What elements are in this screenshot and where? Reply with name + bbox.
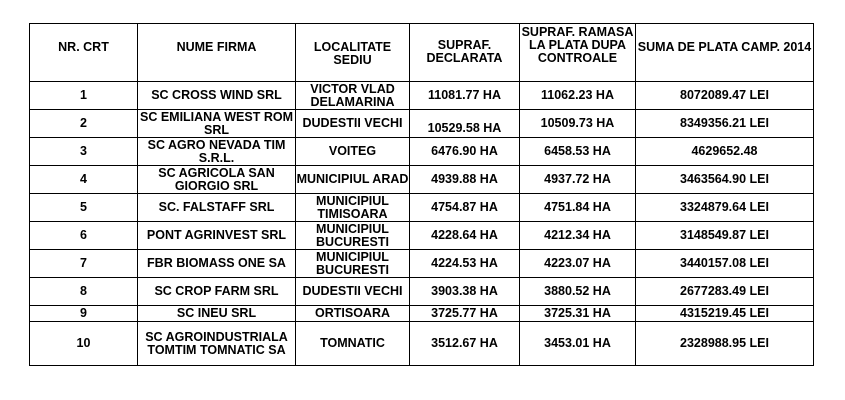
cell-nume-firma: SC INEU SRL <box>138 306 296 322</box>
header-nr-crt: NR. CRT <box>30 24 138 82</box>
header-suma-de-plata: SUMA DE PLATA CAMP. 2014 <box>636 24 814 82</box>
cell-localitate: DUDESTII VECHI <box>296 278 410 306</box>
cell-localitate: MUNICIPIUL TIMISOARA <box>296 194 410 222</box>
cell-supraf-ramasa: 11062.23 HA <box>520 82 636 110</box>
cell-nr-crt: 8 <box>30 278 138 306</box>
cell-nume-firma: FBR BIOMASS ONE SA <box>138 250 296 278</box>
cell-supraf-declarata: 4939.88 HA <box>410 166 520 194</box>
cell-localitate: MUNICIPIUL BUCURESTI <box>296 250 410 278</box>
table-row <box>30 110 814 138</box>
cell-localitate: ORTISOARA <box>296 306 410 322</box>
cell-nr-crt: 5 <box>30 194 138 222</box>
cell-nume-firma: SC CROP FARM SRL <box>138 278 296 306</box>
cell-supraf-declarata: 4754.87 HA <box>410 194 520 222</box>
header-localitate-sediu: LOCALITATE SEDIU <box>296 24 410 82</box>
cell-suma-plata: 8072089.47 LEI <box>636 82 814 110</box>
companies-table <box>29 23 814 366</box>
cell-nr-crt: 6 <box>30 222 138 250</box>
table-row <box>30 250 814 278</box>
cell-suma-plata: 3463564.90 LEI <box>636 166 814 194</box>
cell-suma-plata: 3324879.64 LEI <box>636 194 814 222</box>
cell-nume-firma: SC EMILIANA WEST ROM SRL <box>138 110 296 138</box>
cell-supraf-ramasa: 3725.31 HA <box>520 306 636 322</box>
cell-suma-plata: 4315219.45 LEI <box>636 306 814 322</box>
cell-supraf-declarata: 4228.64 HA <box>410 222 520 250</box>
cell-supraf-declarata: 4224.53 HA <box>410 250 520 278</box>
cell-suma-plata: 3440157.08 LEI <box>636 250 814 278</box>
cell-nr-crt: 7 <box>30 250 138 278</box>
cell-nr-crt: 10 <box>30 322 138 366</box>
cell-suma-plata: 3148549.87 LEI <box>636 222 814 250</box>
header-supraf-ramasa: SUPRAF. RAMASA LA PLATA DUPA CONTROALE <box>520 24 636 82</box>
cell-supraf-ramasa: 10509.73 HA <box>520 110 636 138</box>
table-row <box>30 194 814 222</box>
cell-supraf-declarata: 3512.67 HA <box>410 322 520 366</box>
cell-localitate: DUDESTII VECHI <box>296 110 410 138</box>
cell-supraf-declarata: 11081.77 HA <box>410 82 520 110</box>
cell-suma-plata: 2328988.95 LEI <box>636 322 814 366</box>
cell-localitate: VICTOR VLAD DELAMARINA <box>296 82 410 110</box>
cell-supraf-declarata: 6476.90 HA <box>410 138 520 166</box>
header-row <box>30 24 814 82</box>
cell-localitate: TOMNATIC <box>296 322 410 366</box>
cell-supraf-ramasa: 6458.53 HA <box>520 138 636 166</box>
cell-supraf-declarata: 3903.38 HA <box>410 278 520 306</box>
cell-nr-crt: 3 <box>30 138 138 166</box>
header-nume-firma: NUME FIRMA <box>138 24 296 82</box>
cell-supraf-declarata: 10529.58 HA <box>410 110 520 138</box>
cell-localitate: MUNICIPIUL BUCURESTI <box>296 222 410 250</box>
cell-nume-firma: SC. FALSTAFF SRL <box>138 194 296 222</box>
cell-nume-firma: PONT AGRINVEST SRL <box>138 222 296 250</box>
cell-nume-firma: SC AGRICOLA SAN GIORGIO SRL <box>138 166 296 194</box>
cell-nume-firma: SC AGRO NEVADA TIM S.R.L. <box>138 138 296 166</box>
cell-suma-plata: 8349356.21 LEI <box>636 110 814 138</box>
cell-suma-plata: 4629652.48 <box>636 138 814 166</box>
table-row <box>30 306 814 322</box>
table-row <box>30 166 814 194</box>
table-row <box>30 82 814 110</box>
table-row <box>30 138 814 166</box>
cell-supraf-ramasa: 3453.01 HA <box>520 322 636 366</box>
table-row <box>30 222 814 250</box>
cell-supraf-ramasa: 4223.07 HA <box>520 250 636 278</box>
cell-nr-crt: 9 <box>30 306 138 322</box>
cell-nume-firma: SC AGROINDUSTRIALA TOMTIM TOMNATIC SA <box>138 322 296 366</box>
cell-supraf-ramasa: 4937.72 HA <box>520 166 636 194</box>
cell-localitate: MUNICIPIUL ARAD <box>296 166 410 194</box>
cell-localitate: VOITEG <box>296 138 410 166</box>
cell-nume-firma: SC CROSS WIND SRL <box>138 82 296 110</box>
cell-supraf-ramasa: 3880.52 HA <box>520 278 636 306</box>
cell-supraf-ramasa: 4212.34 HA <box>520 222 636 250</box>
table-row <box>30 322 814 366</box>
table-row <box>30 278 814 306</box>
cell-nr-crt: 2 <box>30 110 138 138</box>
cell-supraf-ramasa: 4751.84 HA <box>520 194 636 222</box>
header-supraf-declarata: SUPRAF. DECLARATA <box>410 24 520 82</box>
cell-nr-crt: 1 <box>30 82 138 110</box>
cell-suma-plata: 2677283.49 LEI <box>636 278 814 306</box>
cell-supraf-declarata: 3725.77 HA <box>410 306 520 322</box>
cell-nr-crt: 4 <box>30 166 138 194</box>
